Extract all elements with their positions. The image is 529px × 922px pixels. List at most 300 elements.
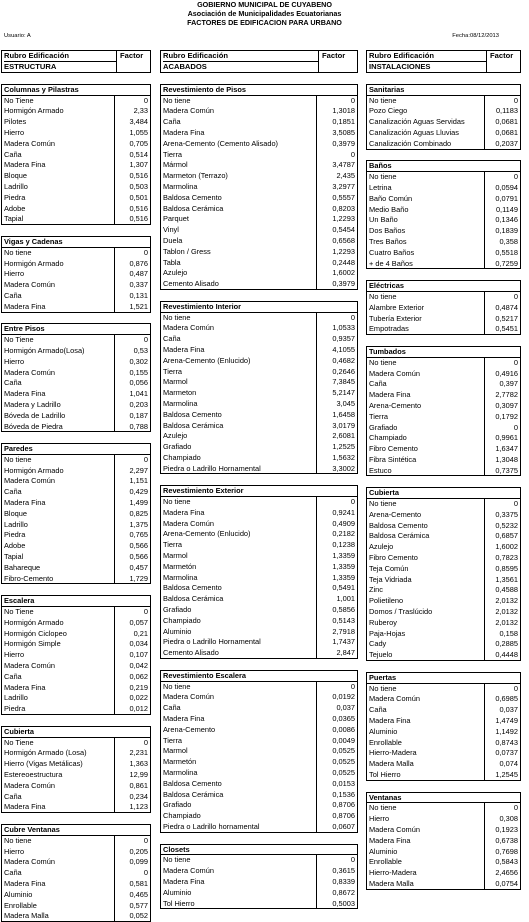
item-factor: 1,2545 xyxy=(484,770,520,780)
section-spacer xyxy=(366,781,521,792)
table-row xyxy=(366,825,521,836)
item-name: Champiado xyxy=(163,452,201,462)
item-factor: 0,514 xyxy=(114,150,150,161)
item-name: Caña xyxy=(4,378,22,388)
item-factor: 0 xyxy=(316,150,357,161)
item-factor: 0,516 xyxy=(114,171,150,182)
item-name: Ladrillo xyxy=(4,693,28,703)
item-name: Dos Baños xyxy=(369,226,406,236)
table-row xyxy=(160,877,358,888)
item-factor: 0,2646 xyxy=(316,367,357,378)
table-row xyxy=(366,303,521,314)
table-row xyxy=(160,562,358,573)
item-name: Hierro xyxy=(369,814,390,824)
section-spacer xyxy=(1,715,151,726)
table-row xyxy=(1,683,151,694)
item-factor: 0,876 xyxy=(114,259,150,270)
item-name: Hierro (Vigas Metálicas) xyxy=(4,759,83,769)
item-name: Bóveda de Ladrillo xyxy=(4,410,66,420)
item-name: Teja Común xyxy=(369,563,409,573)
item-factor: 0,131 xyxy=(114,291,150,302)
item-name: Tubería Exterior xyxy=(369,313,422,323)
section-title-text: Ventanas xyxy=(369,792,402,802)
table-row xyxy=(1,650,151,661)
item-name: Polietileno xyxy=(369,596,404,606)
item-name: Marmolina xyxy=(163,768,198,777)
item-factor: 2,7918 xyxy=(316,627,357,638)
table-row xyxy=(366,684,521,695)
item-name: No tiene xyxy=(369,95,397,105)
section-vigas-y-cadenas xyxy=(1,236,151,313)
item-name: Arena-Cemento (Enlucido) xyxy=(163,355,251,365)
table-row xyxy=(1,160,151,171)
table-row xyxy=(160,367,358,378)
item-name: No tiene xyxy=(163,95,191,105)
item-factor: 3,2977 xyxy=(316,182,357,193)
section-title xyxy=(160,670,358,682)
table-row xyxy=(160,323,358,334)
item-name: Hierro xyxy=(4,127,25,137)
item-name: Arena-Cemento (Enlucido) xyxy=(163,529,251,539)
item-factor: 0,052 xyxy=(114,911,150,921)
item-factor: 1,0533 xyxy=(316,323,357,334)
section-title xyxy=(1,595,151,607)
item-factor: 0,1923 xyxy=(484,825,520,836)
table-row xyxy=(160,106,358,117)
item-name: Madera Fina xyxy=(4,160,46,170)
item-name: Hormigón Armado(Losa) xyxy=(4,345,85,355)
table-row xyxy=(160,594,358,605)
section-title xyxy=(160,844,358,856)
item-factor: 0,155 xyxy=(114,368,150,379)
header-rubro-cell xyxy=(2,51,117,72)
item-name: No Tiene xyxy=(4,95,34,105)
table-row xyxy=(160,160,358,171)
table-row xyxy=(160,171,358,182)
item-factor: 2,33 xyxy=(114,106,150,117)
section-title-text: Tumbados xyxy=(369,346,406,356)
item-name: Azulejo xyxy=(369,542,394,552)
table-row xyxy=(366,803,521,814)
table-row xyxy=(1,498,151,509)
header-factor-label: Factor xyxy=(322,51,346,60)
item-factor: 0,566 xyxy=(114,541,150,552)
item-name: No tiene xyxy=(163,681,191,691)
table-row xyxy=(160,421,358,432)
item-name: Madera Común xyxy=(369,824,420,834)
item-factor: 0,158 xyxy=(484,629,520,640)
table-row xyxy=(366,390,521,401)
section-spacer xyxy=(1,313,151,324)
item-name: Ladrillo xyxy=(4,181,28,191)
item-factor: 1,2525 xyxy=(316,442,357,453)
table-row xyxy=(366,499,521,510)
item-name: Hormigón Armado xyxy=(4,617,64,627)
section-revestimiento-interior xyxy=(160,301,358,475)
table-row xyxy=(366,585,521,596)
section-title-text: Cubierta xyxy=(4,726,34,736)
table-row xyxy=(160,193,358,204)
org-title: GOBIERNO MUNICIPAL DE CUYABENO xyxy=(197,0,332,9)
table-row xyxy=(160,888,358,899)
item-factor: 0 xyxy=(316,855,357,866)
item-name: No tiene xyxy=(4,247,32,257)
item-name: Caña xyxy=(369,379,387,389)
item-name: Hierro xyxy=(4,356,25,366)
table-row xyxy=(160,117,358,128)
item-factor: 0,503 xyxy=(114,182,150,193)
item-name: Adobe xyxy=(4,203,26,213)
item-factor: 0,5843 xyxy=(484,857,520,868)
item-name: Champiado xyxy=(163,615,201,625)
table-row xyxy=(366,423,521,434)
item-name: Aluminio xyxy=(369,726,398,736)
item-name: Caña xyxy=(4,791,22,801)
item-name: Caña xyxy=(163,703,181,713)
item-name: Fibro Cemento xyxy=(369,553,418,563)
item-name: Tablon / Gress xyxy=(163,246,211,256)
item-factor: 0,187 xyxy=(114,411,150,422)
table-row xyxy=(1,280,151,291)
item-name: Madera Fina xyxy=(163,344,205,354)
item-factor: 0,0681 xyxy=(484,117,520,128)
item-name: Hormigón Armado xyxy=(4,106,64,116)
item-name: No tiene xyxy=(369,291,397,301)
table-row xyxy=(160,431,358,442)
item-name: Baldosa Cerámica xyxy=(369,531,430,541)
item-factor: 0,581 xyxy=(114,879,150,890)
item-name: Marmeton (Terrazo) xyxy=(163,171,228,181)
table-row xyxy=(366,412,521,423)
table-row xyxy=(1,574,151,585)
item-name: Champiado xyxy=(163,811,201,821)
table-row xyxy=(1,400,151,411)
section-title xyxy=(1,84,151,96)
item-name: Domos / Traslúcido xyxy=(369,607,433,617)
table-row xyxy=(160,540,358,551)
table-row xyxy=(1,802,151,813)
table-row xyxy=(1,748,151,759)
table-row xyxy=(366,117,521,128)
table-row xyxy=(366,770,521,781)
item-name: Madera Fina xyxy=(369,390,411,400)
item-factor: 0 xyxy=(484,499,520,510)
table-row xyxy=(366,738,521,749)
table-row xyxy=(366,314,521,325)
item-name: Tierra xyxy=(163,366,183,376)
table-row xyxy=(160,768,358,779)
table-row xyxy=(160,236,358,247)
item-name: Piedra xyxy=(4,704,26,714)
section-title-text: Revestimiento Escalera xyxy=(163,670,246,680)
table-row xyxy=(160,508,358,519)
item-name: Aluminio xyxy=(369,846,398,856)
item-factor: 0,2037 xyxy=(484,139,520,149)
table-row xyxy=(160,128,358,139)
item-factor: 0,2448 xyxy=(316,258,357,269)
item-factor: 0,219 xyxy=(114,683,150,694)
item-factor: 0,3097 xyxy=(484,401,520,412)
table-row xyxy=(366,716,521,727)
table-row xyxy=(366,324,521,335)
item-factor: 0,516 xyxy=(114,204,150,215)
section-title-text: Closets xyxy=(163,844,190,854)
item-factor: 2,435 xyxy=(316,171,357,182)
table-row xyxy=(160,410,358,421)
table-row xyxy=(1,879,151,890)
item-factor: 0,8595 xyxy=(484,564,520,575)
item-name: Canalización Aguas Servidas xyxy=(369,117,465,127)
table-row xyxy=(366,879,521,890)
item-name: Caña xyxy=(369,705,387,715)
section-title-text: Revestimiento Interior xyxy=(163,301,242,311)
item-name: + de 4 Baños xyxy=(369,258,413,268)
table-row xyxy=(366,205,521,216)
item-factor: 0,012 xyxy=(114,704,150,714)
item-factor: 0,5856 xyxy=(316,605,357,616)
section-sanitarias xyxy=(366,84,521,150)
table-row xyxy=(1,182,151,193)
table-row xyxy=(366,444,521,455)
item-name: Hormigón Simple xyxy=(4,639,61,649)
section-spacer xyxy=(160,833,358,844)
item-name: Enrollable xyxy=(4,900,37,910)
item-factor: 0 xyxy=(316,497,357,508)
section-title xyxy=(1,236,151,248)
table-row xyxy=(1,770,151,781)
header-factor-label: Factor xyxy=(120,51,144,60)
table-row xyxy=(1,552,151,563)
item-name: Marmolina xyxy=(163,572,198,582)
item-factor: 0,0086 xyxy=(316,725,357,736)
item-name: Madera Común xyxy=(163,323,214,333)
item-factor: 0,3375 xyxy=(484,510,520,521)
item-name: Hierro xyxy=(4,269,25,279)
table-row xyxy=(1,792,151,803)
table-row xyxy=(160,334,358,345)
table-row xyxy=(1,455,151,466)
item-name: Baldosa Cerámica xyxy=(163,420,224,430)
item-factor: 0,057 xyxy=(114,618,150,629)
item-name: Fibra Sintética xyxy=(369,454,417,464)
item-name: No tiene xyxy=(369,683,397,693)
item-name: Madera Común xyxy=(4,857,55,867)
section-ventanas xyxy=(366,792,521,890)
table-row xyxy=(1,96,151,107)
section-title xyxy=(366,672,521,684)
item-name: Arena-Cemento xyxy=(369,400,422,410)
table-row xyxy=(1,128,151,139)
item-factor: 0,1839 xyxy=(484,226,520,237)
item-name: Madera Fina xyxy=(4,389,46,399)
item-name: Cemento Alisado xyxy=(163,648,219,658)
item-factor: 1,6002 xyxy=(316,268,357,279)
section-title xyxy=(366,280,521,292)
item-name: Ruberoy xyxy=(369,617,397,627)
item-factor: 0,429 xyxy=(114,487,150,498)
item-factor: 0,5454 xyxy=(316,225,357,236)
item-name: Marmol xyxy=(163,746,188,756)
item-factor: 0,8706 xyxy=(316,800,357,811)
item-factor: 0,6568 xyxy=(316,236,357,247)
item-name: Hormigón Ciclopeo xyxy=(4,628,67,638)
item-name: Fibro Cemento xyxy=(369,444,418,454)
section-spacer xyxy=(366,73,521,84)
table-row xyxy=(366,401,521,412)
item-factor: 0,0754 xyxy=(484,879,520,889)
section-escalera xyxy=(1,595,151,715)
table-row xyxy=(366,510,521,521)
header-group-label: ESTRUCTURA xyxy=(4,61,116,72)
table-row xyxy=(160,377,358,388)
table-row xyxy=(1,259,151,270)
item-factor: 0,308 xyxy=(484,814,520,825)
table-row xyxy=(1,248,151,259)
table-row xyxy=(160,519,358,530)
item-name: No tiene xyxy=(4,454,32,464)
item-factor: 0,0525 xyxy=(316,768,357,779)
table-row xyxy=(160,648,358,659)
section-title xyxy=(160,301,358,313)
table-row xyxy=(160,703,358,714)
section-title xyxy=(366,160,521,172)
item-factor: 2,6081 xyxy=(316,431,357,442)
item-name: No tiene xyxy=(163,497,191,507)
item-factor: 0,5143 xyxy=(316,616,357,627)
section-title xyxy=(1,726,151,738)
item-factor: 0,1238 xyxy=(316,540,357,551)
item-factor: 1,3359 xyxy=(316,562,357,573)
section-revestimiento-exterior xyxy=(160,485,358,659)
item-name: Canalización Aguas Lluvias xyxy=(369,127,459,137)
item-name: Madera Común xyxy=(369,368,420,378)
section-revestimiento-de-pisos xyxy=(160,84,358,290)
item-name: Tres Baños xyxy=(369,236,407,246)
table-row xyxy=(1,530,151,541)
column-estructura xyxy=(1,50,151,922)
item-name: Madera Común xyxy=(4,661,55,671)
section-spacer xyxy=(366,476,521,487)
table-row xyxy=(1,857,151,868)
table-row xyxy=(1,890,151,901)
table-row xyxy=(160,725,358,736)
item-factor: 0 xyxy=(114,248,150,259)
item-factor: 0,8672 xyxy=(316,888,357,899)
table-row xyxy=(1,629,151,640)
item-factor: 0 xyxy=(484,423,520,434)
table-row xyxy=(160,822,358,833)
section-ba-os xyxy=(366,160,521,269)
section-spacer xyxy=(160,73,358,84)
item-name: Zinc xyxy=(369,585,383,595)
section-el-ctricas xyxy=(366,280,521,335)
item-factor: 0,5557 xyxy=(316,193,357,204)
header-group-label: ACABADOS xyxy=(163,61,318,72)
item-name: Cuatro Baños xyxy=(369,247,415,257)
table-row xyxy=(1,214,151,225)
item-factor: 0,042 xyxy=(114,661,150,672)
item-factor: 0,53 xyxy=(114,346,150,357)
user-label: Usuario: A xyxy=(4,33,31,39)
table-row xyxy=(366,847,521,858)
item-factor: 0,037 xyxy=(484,705,520,716)
item-factor: 0,0594 xyxy=(484,183,520,194)
item-name: Alambre Exterior xyxy=(369,302,425,312)
item-name: Tierra xyxy=(163,149,183,159)
table-row xyxy=(1,378,151,389)
table-row xyxy=(366,521,521,532)
table-row xyxy=(366,128,521,139)
table-row xyxy=(160,258,358,269)
table-row xyxy=(366,215,521,226)
item-name: Enrollable xyxy=(369,737,402,747)
item-factor: 0,825 xyxy=(114,509,150,520)
item-factor: 0,302 xyxy=(114,357,150,368)
item-factor: 0 xyxy=(484,172,520,183)
table-row xyxy=(160,356,358,367)
table-row xyxy=(1,672,151,683)
item-factor: 0,6985 xyxy=(484,694,520,705)
item-name: No tiene xyxy=(369,357,397,367)
item-factor: 0,397 xyxy=(484,379,520,390)
table-row xyxy=(1,357,151,368)
table-row xyxy=(1,836,151,847)
table-row xyxy=(160,627,358,638)
table-row xyxy=(160,682,358,693)
item-factor: 0,1792 xyxy=(484,412,520,423)
table-row xyxy=(366,814,521,825)
item-name: Marmetón xyxy=(163,757,197,767)
table-row xyxy=(366,694,521,705)
item-factor: 0,034 xyxy=(114,639,150,650)
table-row xyxy=(1,150,151,161)
item-factor: 0,074 xyxy=(484,759,520,770)
table-row xyxy=(160,583,358,594)
table-row xyxy=(160,736,358,747)
item-name: Piedra xyxy=(4,192,26,202)
item-factor: 1,3359 xyxy=(316,573,357,584)
item-factor: 0,501 xyxy=(114,193,150,204)
item-factor: 1,3048 xyxy=(484,455,520,466)
table-row xyxy=(366,259,521,270)
item-name: Baldosa Cemento xyxy=(369,520,428,530)
item-factor: 0 xyxy=(316,682,357,693)
table-row xyxy=(366,369,521,380)
item-name: Arena-Cemento (Cemento Alisado) xyxy=(163,138,279,148)
table-row xyxy=(160,464,358,475)
item-factor: 7,3845 xyxy=(316,377,357,388)
item-factor: 2,0132 xyxy=(484,607,520,618)
item-name: No Tiene xyxy=(4,737,34,747)
item-name: Caña xyxy=(4,149,22,159)
item-name: Duela xyxy=(163,235,183,245)
item-factor: 2,297 xyxy=(114,466,150,477)
item-name: Teja Vidriada xyxy=(369,574,412,584)
table-row xyxy=(366,466,521,477)
table-row xyxy=(160,757,358,768)
item-name: Madera Fina xyxy=(4,498,46,508)
table-row xyxy=(366,629,521,640)
item-name: Madera Fina xyxy=(4,802,46,812)
table-row xyxy=(1,346,151,357)
item-factor: 0,0791 xyxy=(484,194,520,205)
table-row xyxy=(160,779,358,790)
table-row xyxy=(1,117,151,128)
item-factor: 0,1536 xyxy=(316,790,357,801)
item-name: Marmolina xyxy=(163,398,198,408)
item-factor: 2,847 xyxy=(316,648,357,658)
section-closets xyxy=(160,844,358,910)
